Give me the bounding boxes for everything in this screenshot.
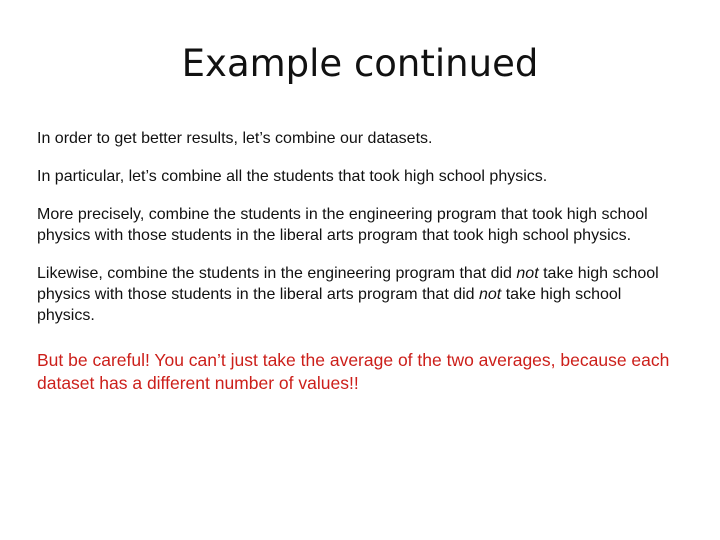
paragraph-likewise-emphasis-2: not <box>479 286 502 303</box>
warning-paragraph: But be careful! You can’t just take the average of the two averages, because each dataset has a different number of values!! <box>37 350 670 393</box>
paragraph-likewise-combination <box>37 263 677 326</box>
paragraph-combine-datasets: In order to get better results, let’s combine our datasets. <box>37 130 433 147</box>
paragraph-likewise-part-3: take high school physics. <box>37 286 622 324</box>
slide-body <box>37 128 677 412</box>
paragraph-likewise-emphasis-1: not <box>516 265 539 282</box>
paragraph-likewise-part-2: take high school physics with those students in the liberal arts program that did <box>37 265 659 303</box>
paragraph-precise-combination: More precisely, combine the students in the engineering program that took high school physics with those students in the liberal arts program that took high school physics. <box>37 206 648 244</box>
paragraph-high-school-physics: In particular, let’s combine all the students that took high school physics. <box>37 168 548 185</box>
slide-title: Example continued <box>181 42 539 85</box>
paragraph-likewise-part-1: Likewise, combine the students in the engineering program that did <box>37 265 517 282</box>
